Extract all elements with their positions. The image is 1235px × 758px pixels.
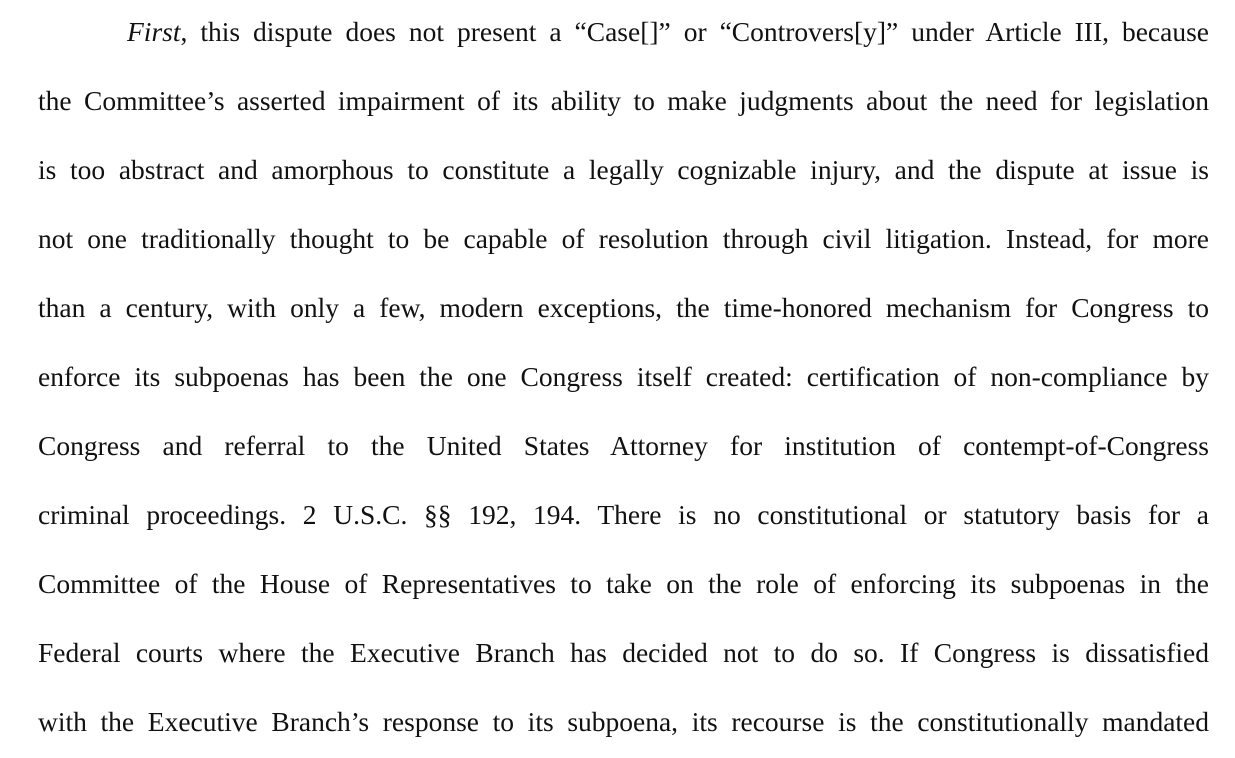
- text-line-1: [127, 14, 1209, 50]
- text-line-4: not one traditionally thought to be capable of resolution through civil litigation. Instead, for more: [38, 223, 1209, 254]
- text-line-8: criminal proceedings. 2 U.S.C. §§ 192, 194. There is no constitutional or statutory basis for a: [38, 499, 1209, 530]
- text-line-1-rest: , this dispute does not present a “Case[]” or “Controvers[y]” under Article III, because: [180, 16, 1209, 47]
- lead-italic: First: [127, 16, 181, 47]
- text-line-11: with the Executive Branch’s response to its subpoena, its recourse is the constitutionally mandated: [38, 706, 1209, 737]
- text-line-10: Federal courts where the Executive Branch has decided not to do so. If Congress is dissatisfied: [38, 637, 1209, 668]
- text-line-2: the Committee’s asserted impairment of its ability to make judgments about the need for legislation: [38, 85, 1209, 116]
- text-line-3: is too abstract and amorphous to constitute a legally cognizable injury, and the dispute at issue is: [38, 154, 1209, 185]
- text-line-9: Committee of the House of Representatives to take on the role of enforcing its subpoenas in the: [38, 568, 1209, 599]
- text-line-6: enforce its subpoenas has been the one Congress itself created: certification of non-compliance by: [38, 361, 1209, 392]
- text-line-5: than a century, with only a few, modern exceptions, the time-honored mechanism for Congress to: [38, 292, 1209, 323]
- text-line-7: Congress and referral to the United States Attorney for institution of contempt-of-Congress: [38, 430, 1209, 461]
